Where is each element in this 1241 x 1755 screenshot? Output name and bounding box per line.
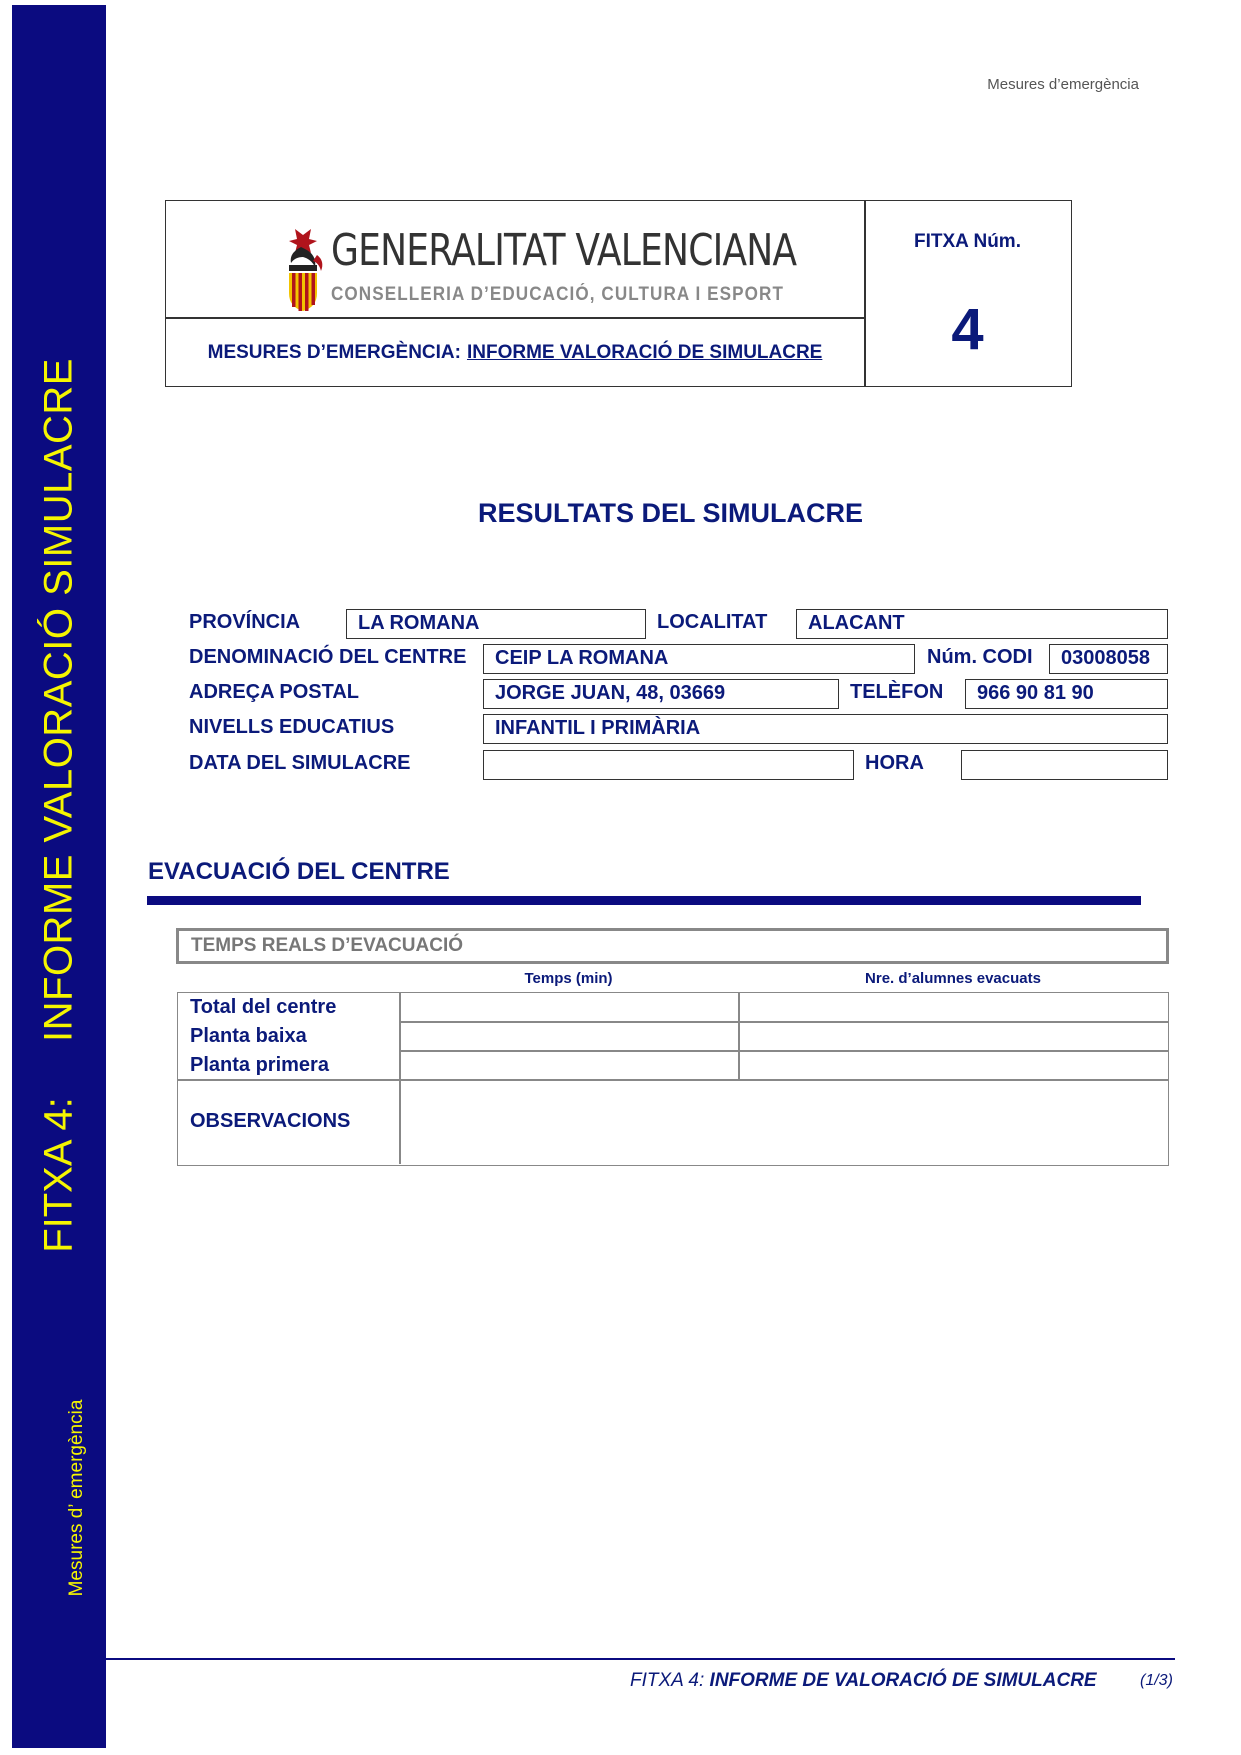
evacuation-table-title: TEMPS REALS D’EVACUACIÓ	[176, 928, 1169, 964]
cell-temps-baixa[interactable]	[401, 1023, 738, 1050]
header-subtitle	[166, 318, 864, 388]
nivells-field[interactable]: INFANTIL I PRIMÀRIA	[483, 714, 1168, 744]
fitxa-label: FITXA Núm.	[914, 231, 1021, 252]
telefon-field[interactable]: 966 90 81 90	[965, 679, 1168, 709]
sidebar-fitxa: FITXA 4:	[36, 1097, 81, 1253]
observacions-field[interactable]	[401, 1081, 1168, 1164]
subtitle-link[interactable]: INFORME VALORACIÓ DE SIMULACRE	[466, 342, 823, 363]
data-field[interactable]	[483, 750, 854, 780]
codi-field[interactable]: 03008058	[1049, 644, 1168, 674]
footer-rule	[106, 1658, 1175, 1660]
row-label-total: Total del centre	[190, 996, 337, 1018]
generalitat-logo	[281, 225, 797, 312]
header-box	[165, 200, 1072, 387]
codi-label: Núm. CODI	[927, 646, 1033, 668]
localitat-label: LOCALITAT	[657, 611, 768, 633]
org-name: GENERALITAT VALENCIANA	[331, 225, 797, 276]
localitat-field[interactable]: ALACANT	[796, 609, 1168, 639]
col-alumnes-header: Nre. d’alumnes evacuats	[865, 970, 1041, 987]
col-temps-header: Temps (min)	[524, 970, 613, 987]
subtitle-prefix: MESURES D’EMERGÈNCIA:	[207, 342, 461, 363]
telefon-label: TELÈFON	[850, 681, 944, 703]
cell-alumnes-total[interactable]	[740, 993, 1168, 1021]
evacuation-title: EVACUACIÓ DEL CENTRE	[148, 858, 450, 885]
provincia-field[interactable]: LA ROMANA	[346, 609, 646, 639]
denominacio-label: DENOMINACIÓ DEL CENTRE	[189, 646, 467, 668]
running-head: Mesures d’emergència	[987, 76, 1139, 93]
denominacio-field[interactable]: CEIP LA ROMANA	[483, 644, 915, 674]
data-label: DATA DEL SIMULACRE	[189, 752, 411, 774]
footer-title: INFORME DE VALORACIÓ DE SIMULACRE	[709, 1670, 1097, 1691]
fitxa-number: 4	[951, 297, 984, 362]
results-title: RESULTATS DEL SIMULACRE	[477, 498, 863, 528]
adreca-label: ADREÇA POSTAL	[189, 681, 359, 703]
sidebar-title: INFORME VALORACIÓ SIMULACRE	[36, 358, 81, 1042]
evacuation-rule	[147, 896, 1141, 905]
row-label-planta-baixa: Planta baixa	[190, 1025, 307, 1047]
provincia-label: PROVÍNCIA	[189, 611, 301, 633]
cell-alumnes-baixa[interactable]	[740, 1023, 1168, 1050]
observacions-label: OBSERVACIONS	[190, 1110, 351, 1132]
adreca-field[interactable]: JORGE JUAN, 48, 03669	[483, 679, 839, 709]
hora-label: HORA	[865, 752, 924, 774]
evacuation-table	[177, 992, 1169, 1166]
cell-temps-total[interactable]	[401, 993, 738, 1021]
nivells-label: NIVELLS EDUCATIUS	[189, 716, 395, 738]
sidebar-mesures: Mesures d’ emergència	[66, 1399, 87, 1597]
hora-field[interactable]	[961, 750, 1168, 780]
cell-temps-primera[interactable]	[401, 1052, 738, 1079]
footer-text	[630, 1670, 1097, 1692]
row-label-planta-primera: Planta primera	[190, 1054, 329, 1076]
footer-prefix: FITXA 4:	[630, 1670, 705, 1691]
footer-page: (1/3)	[1140, 1672, 1173, 1689]
org-subtitle: CONSELLERIA D’EDUCACIÓ, CULTURA I ESPORT	[331, 284, 784, 305]
cell-alumnes-primera[interactable]	[740, 1052, 1168, 1079]
coat-of-arms-icon	[281, 227, 325, 313]
